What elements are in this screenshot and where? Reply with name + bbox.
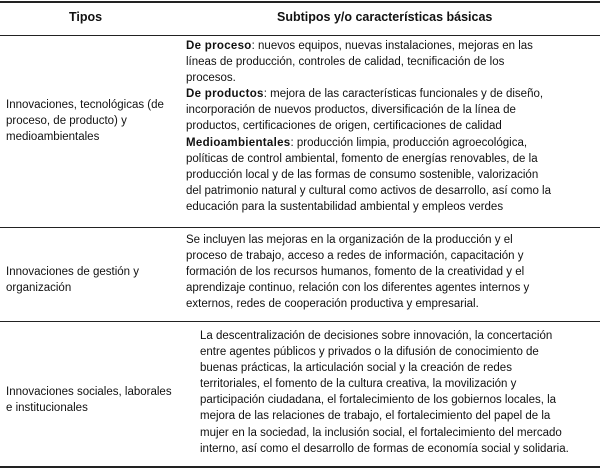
row-1-line-7: Medioambientales: producción limpia, producción agroecológica,	[186, 136, 528, 149]
row-3-line-1: La descentralización de decisiones sobre innovación, la concertación	[200, 330, 553, 342]
row-2-line-1: Se incluyen las mejoras en la organización de la producción y el	[186, 234, 513, 246]
table-bottom-rule	[0, 466, 600, 468]
table-top-rule	[0, 1, 600, 3]
header-subtipos: Subtipos y/o características básicas	[277, 10, 493, 24]
row-1-line-8: políticas de control ambiental, fomento de energías renovables, de la	[186, 152, 538, 165]
row-3-tipo: Innovaciones sociales, laborales e institucionales	[6, 386, 172, 414]
row-3-line-7: mujer en la sociedad, la inclusión social, el fortalecimiento del mercado	[200, 426, 562, 439]
row-3-description	[200, 328, 569, 457]
row-2-description	[186, 232, 529, 312]
row-2-line-5: externos, redes de cooperación productiva y empresarial.	[186, 298, 479, 311]
row-3-line-3: buenas prácticas, la articulación social y la creación de redes	[200, 362, 512, 375]
row-3-line-4: territoriales, el fomento de la cultura creativa, la movilización y	[200, 378, 517, 391]
row-2-line-4: aprendizaje continuo, relación con los diferentes agentes internos y	[186, 282, 530, 295]
row-1-line-9: producción local y de las formas de consumo sostenible, valorización	[186, 168, 539, 181]
row-1-line-11: educación para la sustentabilidad ambiental y empleos verdes	[186, 200, 504, 213]
header-rule	[0, 35, 600, 36]
row-2-tipo: Innovaciones de gestión y organización	[6, 266, 139, 294]
row-1-line-6: productos, certificaciones de origen, certificaciones de calidad	[186, 120, 502, 133]
row-3-line-2: entre agentes públicos y privados o la difusión de conocimiento de	[200, 346, 539, 359]
row-1-line-3: procesos.	[186, 72, 236, 85]
header-tipos: Tipos	[69, 10, 103, 24]
row-1-line-2: líneas de producción, controles de calidad, tecnificación de los	[186, 56, 505, 69]
row-1-line-10: del patrimonio natural y cultural como activos de desarrollo, así como la	[186, 184, 551, 197]
row-1-line-5: incorporación de nuevos productos, diversificación de la línea de	[186, 104, 516, 117]
lead-medioambientales: Medioambientales	[186, 136, 291, 149]
row-1-rule	[0, 227, 600, 228]
row-1-tipo: Innovaciones, tecnológicas (de proceso, de producto) y medioambientales	[6, 99, 164, 143]
lead-de-proceso: De proceso	[186, 40, 252, 52]
row-3-line-5: participación ciudadana, el fortalecimiento de los gobiernos locales, la	[200, 394, 557, 407]
row-2-rule	[0, 321, 600, 322]
row-2-line-2: proceso de trabajo, acceso a redes de información, capacitación y	[186, 250, 524, 263]
row-1-line-4: De productos: mejora de las características funcionales y de diseño,	[186, 88, 544, 101]
row-3-line-8: interno, así como el desarrollo de formas de economía social y solidaria.	[200, 442, 569, 455]
row-1-line-1: De proceso: nuevos equipos, nuevas instalaciones, mejoras en las	[186, 40, 533, 52]
row-1-description	[186, 38, 551, 215]
row-3-line-6: mejora de las relaciones de trabajo, el fortalecimiento del papel de la	[200, 410, 551, 423]
lead-de-productos: De productos	[186, 88, 264, 101]
row-2-line-3: formación de los recursos humanos, fomento de la creatividad y el	[186, 266, 525, 279]
